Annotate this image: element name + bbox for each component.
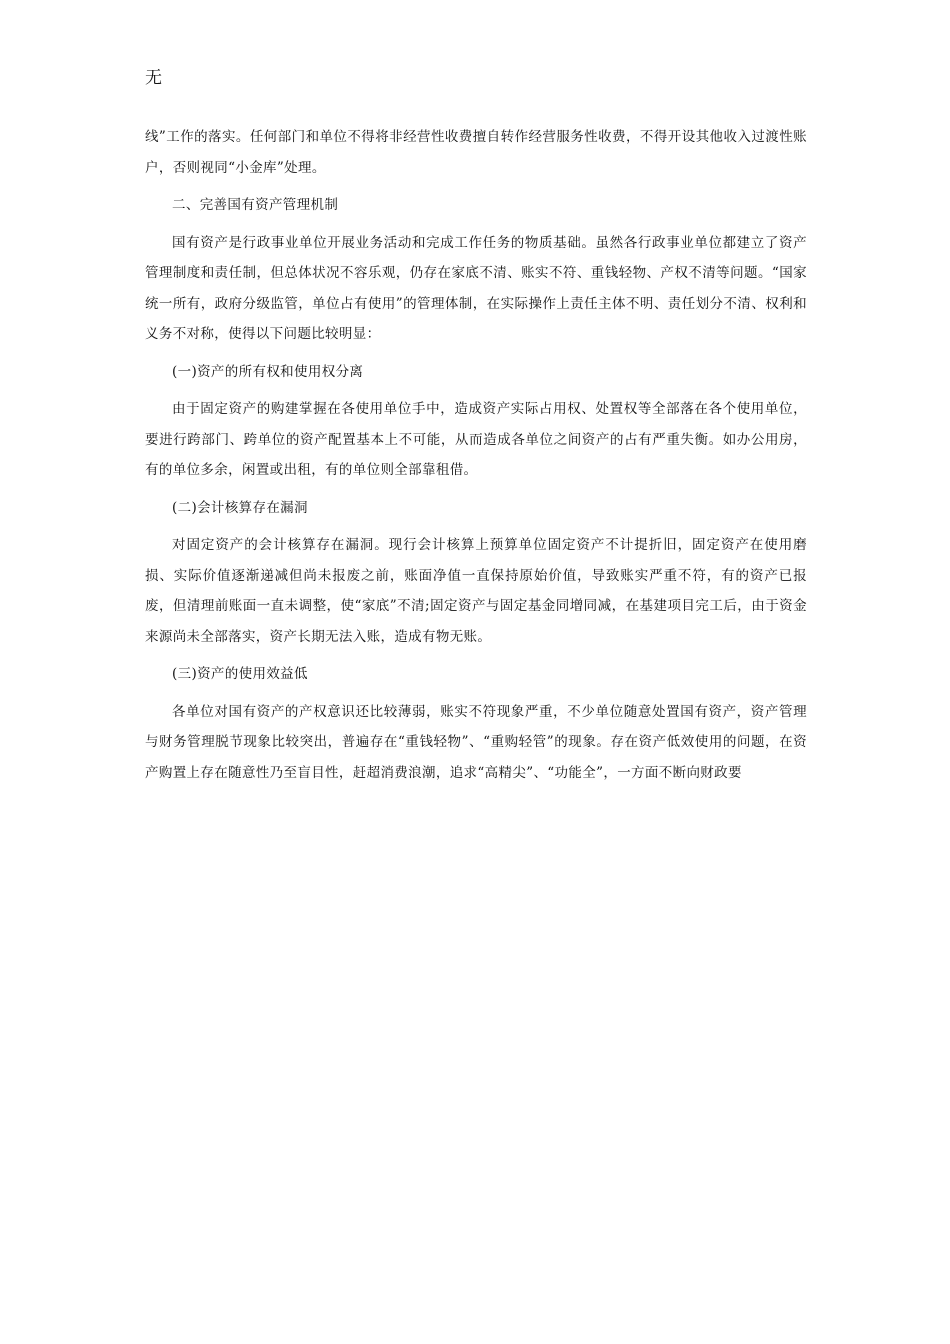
subheading-ownership-separation: (一)资产的所有权和使用权分离	[172, 363, 364, 380]
paragraph-ownership-separation: 由于固定资产的购建掌握在各使用单位手中，造成资产实际占用权、处置权等全部落在各个使用单位，要进行跨部门、跨单位的资产配置基本上不可能，从而造成各单位之间资产的占有严重失衡。如办公用房，有的单位多余，闲置或出租，有的单位则全部靠租借。	[145, 401, 807, 478]
paragraph-continuation: 线”工作的落实。任何部门和单位不得将非经营性收费擅自转作经营服务性收费，不得开设其他收入过渡性账户，否则视同“小金库”处理。	[145, 129, 807, 176]
subheading-accounting-loopholes: (二)会计核算存在漏洞	[172, 499, 308, 516]
document-body	[145, 122, 807, 795]
paragraph-low-efficiency: 各单位对国有资产的产权意识还比较薄弱，账实不符现象严重，不少单位随意处置国有资产，资产管理与财务管理脱节现象比较突出，普遍存在“重钱轻物”、“重购轻管”的现象。存在资产低效使用的问题，在资产购置上存在随意性乃至盲目性，赶超消费浪潮，追求“高精尖”、“功能全”，一方面不断向财政要	[145, 703, 807, 781]
paragraph-asset-intro: 国有资产是行政事业单位开展业务活动和完成工作任务的物质基础。虽然各行政事业单位都建立了资产管理制度和责任制，但总体状况不容乐观，仍存在家底不清、账实不符、重钱轻物、产权不清等问题。“国家统一所有，政府分级监管，单位占有使用”的管理体制，在实际操作上责任主体不明、责任划分不清、权利和义务不对称，使得以下问题比较明显：	[145, 234, 807, 342]
section-heading-asset-management: 二、完善国有资产管理机制	[172, 197, 339, 213]
paragraph-accounting-loopholes: 对固定资产的会计核算存在漏洞。现行会计核算上预算单位固定资产不计提折旧，固定资产在使用磨损、实际价值逐渐递减但尚未报废之前，账面净值一直保持原始价值，导致账实严重不符，有的资产已报废，但清理前账面一直未调整，使“家底”不清;固定资产与固定基金同增同减，在基建项目完工后，由于资金来源尚未全部落实，资产长期无法入账，造成有物无账。	[145, 537, 807, 645]
subheading-low-efficiency: (三)资产的使用效益低	[172, 666, 308, 682]
page-header-mark: 无	[145, 68, 162, 88]
